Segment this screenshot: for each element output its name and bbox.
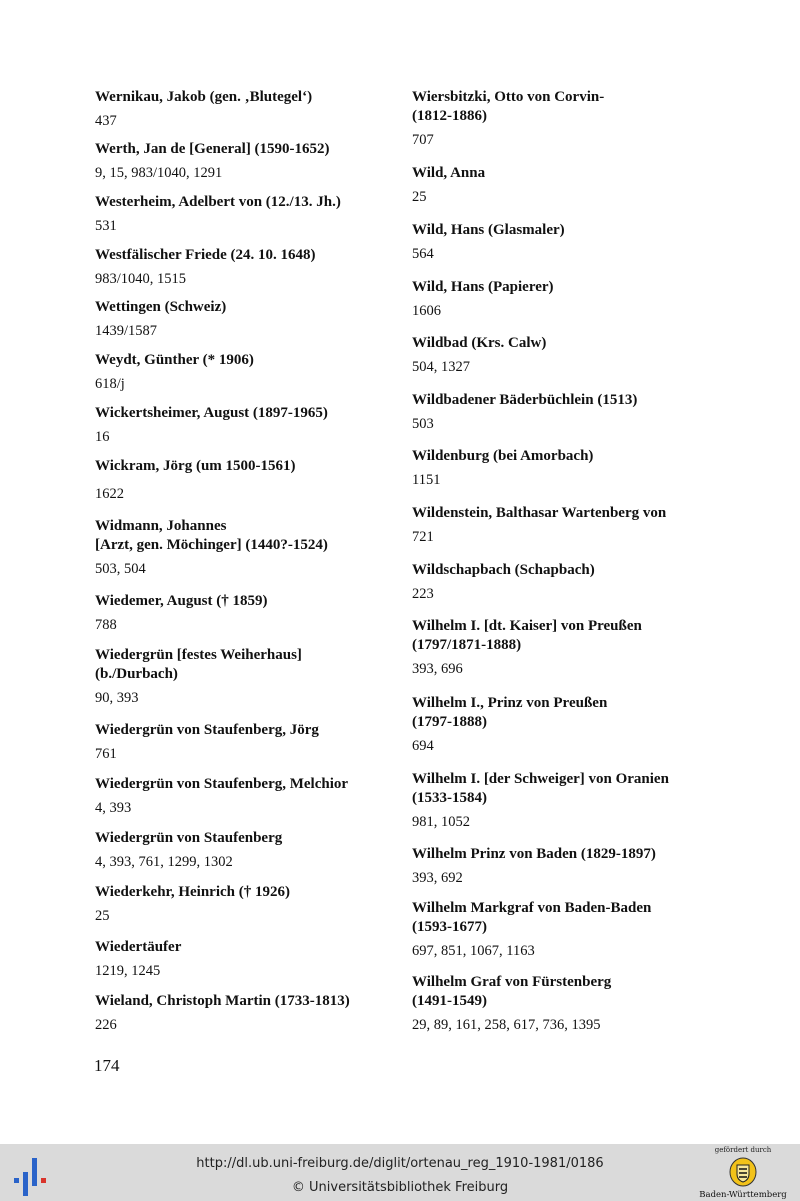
entry-pages: 1622 [95,486,124,502]
entry-heading: Wiederkehr, Heinrich († 1926) [95,884,290,900]
index-entry [95,721,319,764]
entry-heading: Wildenburg (bei Amorbach) [412,448,594,464]
entry-heading: Wild, Hans (Glasmaler) [412,222,565,238]
entry-pages: 721 [412,529,434,545]
sponsor-badge [693,1146,793,1201]
index-entry [95,140,330,183]
entry-pages: 16 [95,429,110,445]
index-entry [95,775,348,818]
sponsor-bottom-text: Baden-Württemberg [699,1190,787,1200]
index-entry [412,561,595,604]
entry-pages: 983/1040, 1515 [95,271,187,287]
entry-pages: 697, 851, 1067, 1163 [412,943,535,959]
entry-heading: Wilhelm Graf von Fürstenberg [412,974,612,990]
entry-pages: 564 [412,246,434,262]
entry-pages: 437 [95,113,117,129]
entry-pages: 504, 1327 [412,359,470,375]
entry-pages: 531 [95,218,117,234]
entry-heading: Wildbad (Krs. Calw) [412,335,547,351]
index-entry [95,938,181,981]
entry-pages: 25 [95,908,110,924]
entry-heading: Wilhelm I. [dt. Kaiser] von Preußen [412,618,642,634]
index-entry [95,883,290,926]
index-entry [412,447,593,490]
state-seal-icon [729,1156,757,1188]
index-entry [412,504,666,547]
index-entry [412,899,651,961]
entry-heading-line2: (1812-1886) [412,108,487,124]
index-entry [95,829,282,872]
index-entry [412,391,637,434]
entry-pages: 9, 15, 983/1040, 1291 [95,165,223,181]
entry-heading: Wiedergrün [festes Weiherhaus] [95,647,302,663]
entry-heading: Westerheim, Adelbert von (12./13. Jh.) [95,194,341,210]
entry-pages: 618/j [95,376,125,392]
entry-heading: Wettingen (Schweiz) [95,299,227,315]
entry-pages: 1439/1587 [95,323,158,339]
index-entry [412,278,554,321]
entry-heading: Wiedergrün von Staufenberg, Jörg [95,722,319,738]
entry-heading: Wildschapbach (Schapbach) [412,562,595,578]
index-entry [95,646,302,708]
entry-heading: Wilhelm I. [der Schweiger] von Oranien [412,771,669,787]
index-entry [95,457,296,504]
entry-heading: Wiedergrün von Staufenberg [95,830,283,846]
index-entry [95,298,226,341]
index-entry [95,992,350,1035]
entry-pages: 503 [412,416,434,432]
index-entry [412,221,565,264]
entry-heading: Wild, Hans (Papierer) [412,279,554,295]
entry-pages: 981, 1052 [412,814,470,830]
entry-pages: 4, 393, 761, 1299, 1302 [95,854,233,870]
entry-heading: Weydt, Günther (* 1906) [95,352,254,368]
entry-heading-line2: (1533-1584) [412,790,487,806]
index-entry [95,592,268,635]
entry-heading: Wild, Anna [412,165,486,181]
viewer-footer [0,1144,800,1201]
entry-heading: Wiedemer, August († 1859) [95,593,268,609]
index-entry [412,973,611,1035]
sponsor-top-text: gefördert durch [714,1146,772,1154]
index-entry [412,88,604,150]
index-entry [412,617,642,679]
entry-heading: Wiedertäufer [95,939,182,955]
document-url[interactable]: http://dl.ub.uni-freiburg.de/diglit/ortenau_reg_1910-1981/0186 [196,1156,604,1171]
entry-pages: 1219, 1245 [95,963,161,979]
entry-heading: Werth, Jan de [General] (1590-1652) [95,141,330,157]
entry-heading: Wiedergrün von Staufenberg, Melchior [95,776,349,792]
entry-heading: Wilhelm Markgraf von Baden-Baden [412,900,652,916]
entry-heading: Wickertsheimer, August (1897-1965) [95,405,328,421]
index-entry [95,88,312,131]
entry-heading-line2: (b./Durbach) [95,666,178,682]
entry-heading-line2: (1797-1888) [412,714,487,730]
entry-heading: Wiersbitzki, Otto von Corvin- [412,89,605,105]
index-entry [412,845,656,888]
copyright-notice: © Universitätsbibliothek Freiburg [291,1180,509,1195]
entry-pages: 1151 [412,472,441,488]
entry-heading-line2: [Arzt, gen. Möchinger] (1440?-1524) [95,537,328,553]
entry-heading: Westfälischer Friede (24. 10. 1648) [95,247,316,263]
entry-pages: 29, 89, 161, 258, 617, 736, 1395 [412,1017,601,1033]
index-entry [412,334,546,377]
index-entry [95,246,316,289]
entry-pages: 226 [95,1017,117,1033]
index-entry [95,193,341,236]
entry-pages: 788 [95,617,117,633]
entry-heading: Wernikau, Jakob (gen. ‚Blutegel‘) [95,89,313,105]
entry-heading: Wieland, Christoph Martin (1733-1813) [95,993,350,1009]
entry-heading: Wildbadener Bäderbüchlein (1513) [412,392,638,408]
entry-pages: 90, 393 [95,690,139,706]
index-entry [412,770,669,832]
page-number: 174 [94,1056,120,1075]
entry-heading-line2: (1797/1871-1888) [412,637,522,653]
entry-heading: Wickram, Jörg (um 1500-1561) [95,458,296,474]
index-entry [95,404,328,447]
entry-pages: 4, 393 [95,800,132,816]
entry-pages: 694 [412,738,434,754]
index-entry [412,694,607,756]
entry-pages: 761 [95,746,117,762]
entry-pages: 393, 692 [412,870,463,886]
entry-heading: Wilhelm Prinz von Baden (1829-1897) [412,846,656,862]
entry-heading-line2: (1491-1549) [412,993,487,1009]
entry-pages: 393, 696 [412,661,463,677]
entry-heading-line2: (1593-1677) [412,919,487,935]
entry-heading: Wilhelm I., Prinz von Preußen [412,695,608,711]
entry-heading: Wildenstein, Balthasar Wartenberg von [412,505,667,521]
entry-pages: 223 [412,586,434,602]
entry-heading: Widmann, Johannes [95,518,227,534]
index-entry [95,517,328,579]
index-entry [412,164,485,207]
entry-pages: 25 [412,189,427,205]
entry-pages: 503, 504 [95,561,146,577]
entry-pages: 1606 [412,303,441,319]
entry-pages: 707 [412,132,434,148]
index-entry [95,351,254,394]
